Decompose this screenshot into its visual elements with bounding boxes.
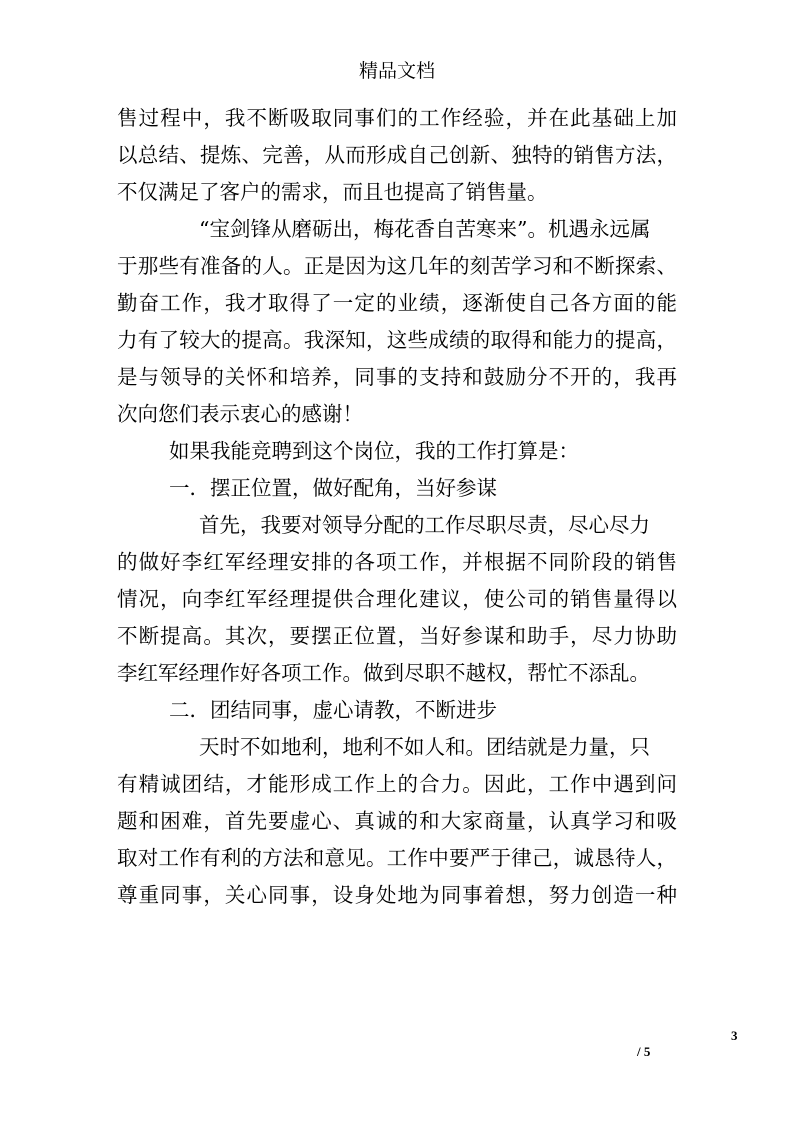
document-body <box>117 100 677 914</box>
document-header <box>0 57 794 85</box>
text-line: 取对工作有利的方法和意见。工作中要严于律己，诚恳待人， <box>117 846 677 870</box>
text-line: 力有了较大的提高。我深知，这些成绩的取得和能力的提高， <box>117 328 677 352</box>
text-line: 情况，向李红军经理提供合理化建议，使公司的销售量得以 <box>117 587 677 611</box>
text-line: 不仅满足了客户的需求，而且也提高了销售量。 <box>117 180 548 204</box>
text-line: 勤奋工作，我才取得了一定的业绩，逐渐使自己各方面的能 <box>117 291 677 315</box>
text-line: 首先，我要对领导分配的工作尽职尽责，尽心尽力 <box>199 513 650 537</box>
text-line: 以总结、提炼、完善，从而形成自己创新、独特的销售方法， <box>117 143 677 167</box>
header-title: 精品文档 <box>358 60 435 82</box>
text-line: 是与领导的关怀和培养，同事的支持和鼓励分不开的，我再 <box>117 365 677 389</box>
text-line: 不断提高。其次，要摆正位置，当好参谋和助手，尽力协助 <box>117 624 677 648</box>
text-line: 李红军经理作好各项工作。做到尽职不越权，帮忙不添乱。 <box>117 661 650 685</box>
text-line: 如果我能竞聘到这个岗位，我的工作打算是： <box>169 439 579 463</box>
text-line: 次向您们表示衷心的感谢！ <box>117 402 363 426</box>
section-heading: 二．团结同事，虚心请教，不断进步 <box>169 698 497 722</box>
text-line: 售过程中，我不断吸取同事们的工作经验，并在此基础上加 <box>117 106 677 130</box>
section-heading: 一．摆正位置，做好配角，当好参谋 <box>169 476 497 500</box>
text-line: 于那些有准备的人。正是因为这几年的刻苦学习和不断探索、 <box>117 254 677 278</box>
text-line: “宝剑锋从磨砺出，梅花香自苦寒来”。机遇永远属 <box>199 217 651 241</box>
text-line: 有精诚团结，才能形成工作上的合力。因此，工作中遇到问 <box>117 772 677 796</box>
text-line: 尊重同事，关心同事，设身处地为同事着想，努力创造一种 <box>117 883 677 907</box>
text-line: 的做好李红军经理安排的各项工作，并根据不同阶段的销售 <box>117 550 677 574</box>
text-line: 天时不如地利，地利不如人和。团结就是力量，只 <box>199 735 650 759</box>
page-total: / 5 <box>637 1044 651 1059</box>
text-line: 题和困难，首先要虚心、真诚的和大家商量，认真学习和吸 <box>117 809 677 833</box>
page-number: 3 <box>731 1028 738 1043</box>
